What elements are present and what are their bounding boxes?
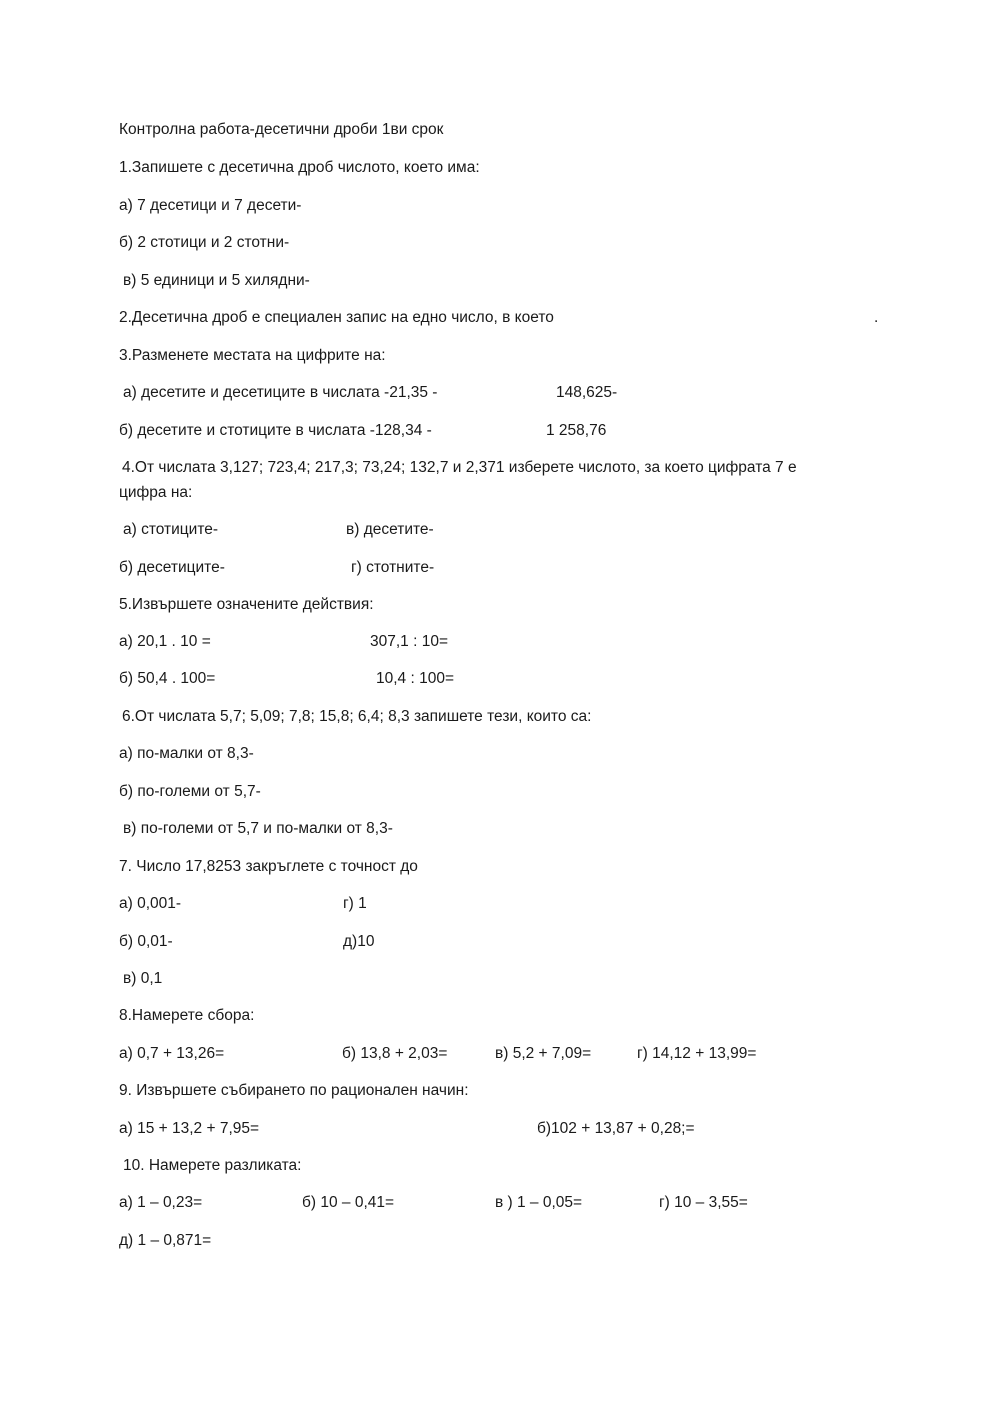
q3-item-a: а) десетите и десетиците в числата -21,35 - bbox=[123, 384, 438, 401]
q8-item-g: г) 14,12 + 13,99= bbox=[637, 1045, 757, 1062]
q8-item-a: а) 0,7 + 13,26= bbox=[119, 1045, 225, 1062]
q1-item-b: б) 2 стотици и 2 стотни- bbox=[119, 234, 290, 251]
q2-end-dot: . bbox=[874, 309, 879, 326]
q4-item-v: в) десетите- bbox=[346, 521, 434, 538]
q4-item-b: б) десетиците- bbox=[119, 559, 225, 576]
q7-item-v: в) 0,1 bbox=[123, 970, 163, 987]
q8-item-b: б) 13,8 + 2,03= bbox=[342, 1045, 448, 1062]
q9-item-a: а) 15 + 13,2 + 7,95= bbox=[119, 1120, 260, 1137]
q7-item-a: а) 0,001- bbox=[119, 895, 182, 912]
q6-prompt: 6.От числата 5,7; 5,09; 7,8; 15,8; 6,4; 8,3 запишете тези, които са: bbox=[122, 708, 592, 725]
q9-prompt: 9. Извършете събирането по рационален начин: bbox=[119, 1082, 469, 1099]
q6-item-b: б) по-големи от 5,7- bbox=[119, 783, 261, 800]
q3-item-a-number: 148,625- bbox=[556, 384, 618, 401]
q5-prompt: 5.Извършете означените действия: bbox=[119, 596, 374, 613]
q10-prompt: 10. Намерете разликата: bbox=[123, 1157, 302, 1174]
q10-item-g: г) 10 – 3,55= bbox=[659, 1194, 748, 1211]
q7-item-d: д)10 bbox=[343, 933, 375, 950]
q8-prompt: 8.Намерете сбора: bbox=[119, 1007, 255, 1024]
q5-item-a2: 307,1 : 10= bbox=[370, 633, 448, 650]
q10-item-v: в ) 1 – 0,05= bbox=[495, 1194, 583, 1211]
page-title: Контролна работа-десетични дроби 1ви срок bbox=[119, 121, 444, 138]
q4-prompt-line1: 4.От числата 3,127; 723,4; 217,3; 73,24; 132,7 и 2,371 изберете числото, за което цифрата 7 е bbox=[122, 459, 797, 476]
q4-item-a: а) стотиците- bbox=[123, 521, 219, 538]
q5-item-b1: б) 50,4 . 100= bbox=[119, 670, 216, 687]
q1-prompt: 1.Запишете с десетична дроб числото, което има: bbox=[119, 159, 480, 176]
q3-item-b-number: 1 258,76 bbox=[546, 422, 607, 439]
q2-prompt: 2.Десетична дроб е специален запис на едно число, в което bbox=[119, 309, 554, 326]
q10-item-a: а) 1 – 0,23= bbox=[119, 1194, 203, 1211]
q10-item-b: б) 10 – 0,41= bbox=[302, 1194, 395, 1211]
q8-item-v: в) 5,2 + 7,09= bbox=[495, 1045, 592, 1062]
q3-item-b: б) десетите и стотиците в числата -128,34 - bbox=[119, 422, 432, 439]
q5-item-b2: 10,4 : 100= bbox=[376, 670, 454, 687]
q6-item-c: в) по-големи от 5,7 и по-малки от 8,3- bbox=[123, 820, 393, 837]
q4-item-g: г) стотните- bbox=[351, 559, 435, 576]
q9-item-b: б)102 + 13,87 + 0,28;= bbox=[537, 1120, 695, 1137]
q1-item-c: в) 5 единици и 5 хилядни- bbox=[123, 272, 310, 289]
q7-item-b: б) 0,01- bbox=[119, 933, 173, 950]
q1-item-a: а) 7 десетици и 7 десети- bbox=[119, 197, 302, 214]
q4-prompt-line2: цифра на: bbox=[119, 484, 193, 501]
q3-prompt: 3.Разменете местата на цифрите на: bbox=[119, 347, 386, 364]
q7-prompt: 7. Число 17,8253 закръглете с точност до bbox=[119, 858, 418, 875]
q6-item-a: а) по-малки от 8,3- bbox=[119, 745, 254, 762]
q7-item-g: г) 1 bbox=[343, 895, 367, 912]
q5-item-a1: а) 20,1 . 10 = bbox=[119, 633, 211, 650]
q10-item-d: д) 1 – 0,871= bbox=[119, 1232, 212, 1249]
